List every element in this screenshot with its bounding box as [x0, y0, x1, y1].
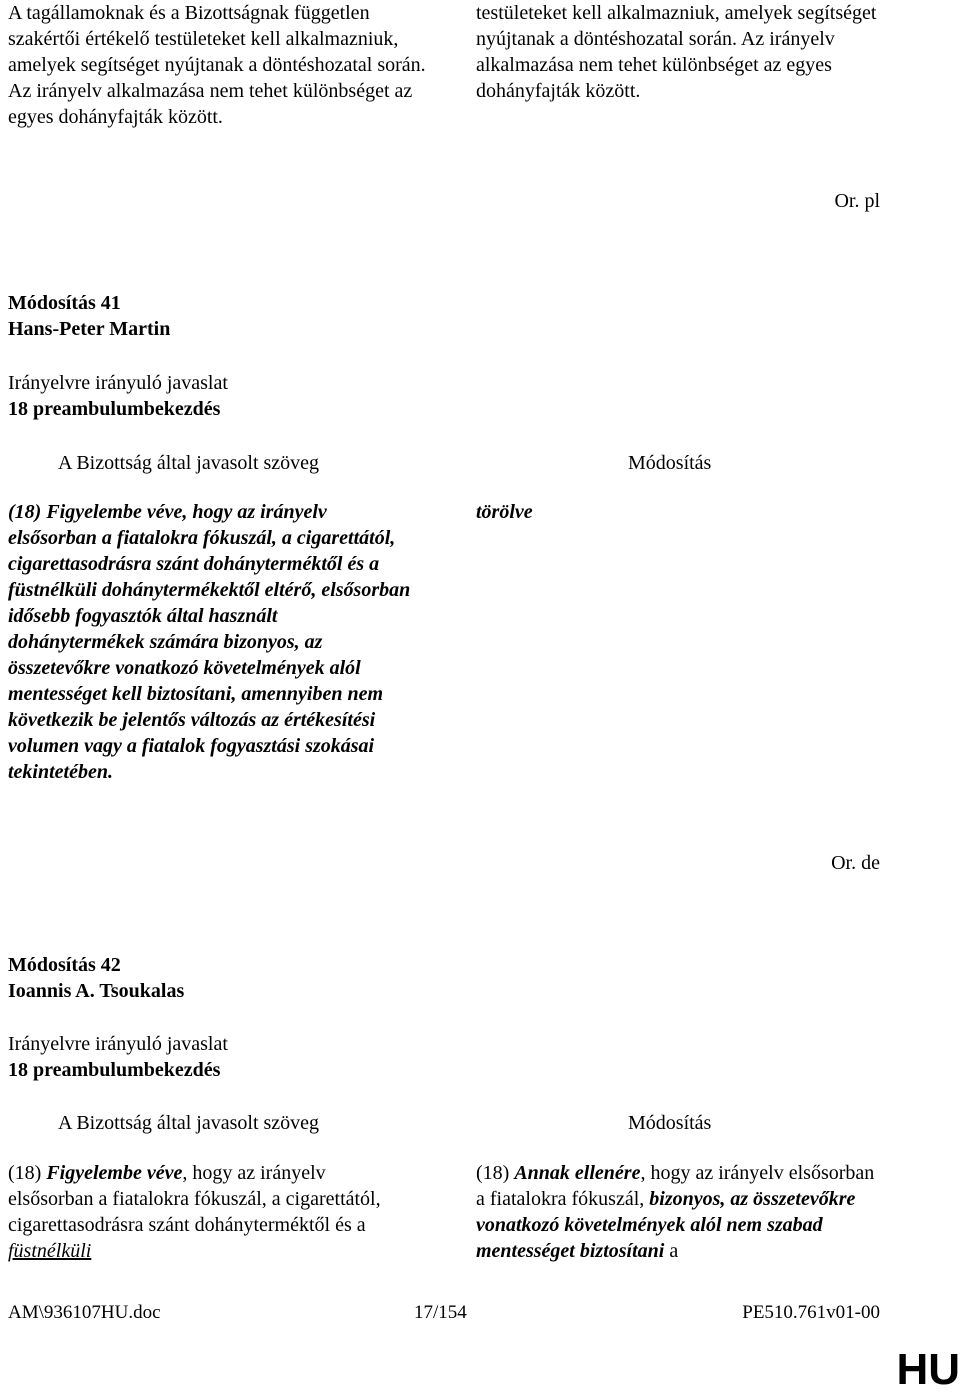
amendment-41-reference: [8, 370, 228, 422]
proposal-type: Irányelvre irányuló javaslat: [8, 372, 228, 394]
amendment-number: Módosítás 41: [8, 292, 121, 314]
amendment-42-reference: [8, 1031, 228, 1083]
amendment-41-header: [8, 290, 170, 342]
proposal-type: Irányelvre irányuló javaslat: [8, 1033, 228, 1055]
amendment-42-amended-text: (18) Annak ellenére, hogy az irányelv elsősorban a fiatalokra fókuszál, bizonyos, az összetevőkre vonatkozó követelmények alól nem szabad mentességet biztosítani a: [476, 1162, 875, 1262]
amendment-number: Módosítás 42: [8, 954, 121, 976]
amendment-42-header: [8, 952, 184, 1004]
column-header-commission-text: A Bizottság által javasolt szöveg: [58, 452, 320, 474]
column-header-commission-text: A Bizottság által javasolt szöveg: [58, 1112, 320, 1134]
footer-page-number: 17/154: [414, 1302, 467, 1323]
column-header-amendment: Módosítás: [628, 452, 712, 474]
origin-language-41: Or. pl: [834, 190, 880, 212]
footer-reference: PE510.761v01-00: [742, 1302, 880, 1323]
amendment-42-original-text: (18) Figyelembe véve, hogy az irányelv elsősorban a fiatalokra fókuszál, a cigarettától, cigarettasodrásra szánt dohányterméktől és a füstnélküli: [8, 1162, 381, 1262]
amendment-author: Ioannis A. Tsoukalas: [8, 980, 185, 1002]
continued-original-text: A tagállamoknak és a Bizottságnak független szakértői értékelő testületeket kell alkalmazniuk, amelyek segítséget nyújtanak a döntéshozatal során. Az irányelv alkalmazása nem tehet különbséget az egyes dohányfajták között.: [8, 2, 426, 128]
amendment-author: Hans-Peter Martin: [8, 318, 171, 340]
column-header-amendment: Módosítás: [628, 1112, 712, 1134]
amendment-41-original-text: (18) Figyelembe véve, hogy az irányelv elsősorban a fiatalokra fókuszál, a cigarettától, cigarettasodrásra szánt dohányterméktől és a füstnélküli dohánytermékektől eltérő, elsősorban idősebb fogyasztók által használt dohánytermékek számára bizonyos, az összetevőkre vonatkozó követelmények alól mentességet kell biztosítani, amennyiben nem következik be jelentős változás az értékesítési volumen vagy a fiatalok fogyasztási szokásai tekintetében.: [8, 501, 411, 783]
amendment-41-deleted: törölve: [476, 501, 533, 523]
language-code: HU: [896, 1345, 960, 1394]
continued-amended-text: testületeket kell alkalmazniuk, amelyek segítséget nyújtanak a döntéshozatal során. Az irányelv alkalmazása nem tehet különbséget az egyes dohányfajták között.: [476, 2, 877, 102]
origin-language-42: Or. de: [831, 852, 880, 874]
footer-document-id: AM\936107HU.doc: [8, 1302, 161, 1323]
recital-reference: 18 preambulumbekezdés: [8, 398, 221, 420]
recital-reference: 18 preambulumbekezdés: [8, 1059, 221, 1081]
